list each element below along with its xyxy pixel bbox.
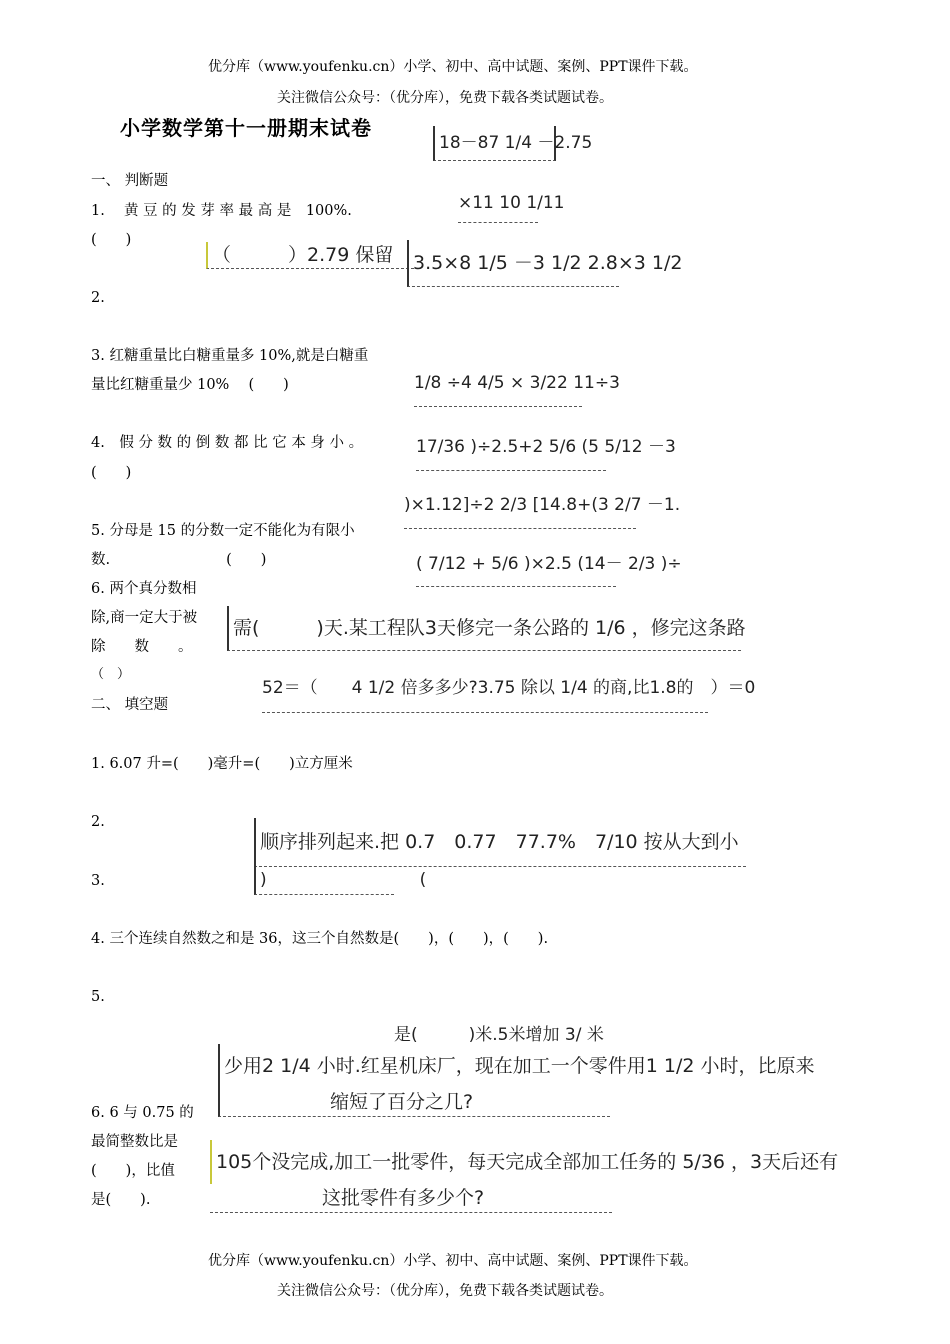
section-2-heading: 二、 填空题 <box>91 697 169 713</box>
judge-q5-text-2: 数. ( ) <box>91 552 267 568</box>
judge-q6-answer: （ ） <box>91 667 131 682</box>
fragment-machine-question: 缩短了百分之几? <box>218 1088 610 1117</box>
fill-q5-text: 5. <box>91 989 105 1005</box>
fragment-order-answer: ) ( <box>254 866 394 895</box>
fill-q6-text-4: 是( ). <box>91 1192 151 1208</box>
fragment-expression-3: 3.5×8 1/5 －3 1/2 2.8×3 1/2 <box>407 240 619 287</box>
fragment-expression-7: ( 7/12 + 5/6 )×2.5 (14－ 2/3 )÷ <box>416 542 616 587</box>
fragment-parts-question: 这批零件有多少个? <box>210 1184 612 1213</box>
page-title: 小学数学第十一册期末试卷 <box>120 116 372 140</box>
fragment-machine-problem: 少用2 1/4 小时.红星机床厂，现在加工一个零件用1 1/2 小时，比原来 <box>218 1044 768 1088</box>
judge-q3-text-1: 3. 红糖重量比白糖重量多 10%,就是白糖重 <box>91 348 369 364</box>
judge-q5-text-1: 5. 分母是 15 的分数一定不能化为有限小 <box>91 523 355 539</box>
fragment-road-problem: 需( )天.某工程队3天修完一条公路的 1/6 ，修完这条路 <box>227 606 741 651</box>
judge-q4-text: 4. 假 分 数 的 倒 数 都 比 它 本 身 小 。 <box>91 435 364 451</box>
header-line-2: 关注微信公众号：（优分库），免费下载各类试题试卷。 <box>277 90 613 106</box>
fragment-expression-2: ×11 10 1/11 <box>458 184 538 223</box>
fragment-parts-problem: 105个没完成,加工一批零件，每天完成全部加工任务的 5/36 ，3天后还有 <box>210 1140 802 1184</box>
fragment-expression-5: 17/36 )÷2.5+2 5/6 (5 5/12 －3 <box>416 424 606 471</box>
fill-q6-text-3: ( )，比值 <box>91 1163 175 1179</box>
fragment-equation-problem: 52＝（ 4 1/2 倍多多少?3.75 除以 1/4 的商,比1.8的 ）＝0 <box>262 668 708 713</box>
judge-q1-text: 1. 黄 豆 的 发 芽 率 最 高 是 100%. <box>91 203 352 219</box>
fill-q4-text: 4. 三个连续自然数之和是 36，这三个自然数是( )，( )，( ). <box>91 931 549 947</box>
fragment-expression-6: )×1.12]÷2 2/3 [14.8+(3 2/7 －1. <box>404 482 636 529</box>
fill-q6-text-2: 最简整数比是 <box>91 1134 178 1150</box>
judge-q4-answer: ( ) <box>91 465 132 481</box>
fragment-expression-4: 1/8 ÷4 4/5 × 3/22 11÷3 <box>414 360 582 407</box>
fill-q2-text: 2. <box>91 814 105 830</box>
fill-q6-text-1: 6. 6 与 0.75 的 <box>91 1105 194 1121</box>
judge-q1-answer: ( ) <box>91 232 132 248</box>
section-1-heading: 一、 判断题 <box>91 173 169 189</box>
judge-q6-text-1: 6. 两个真分数相 <box>91 581 197 597</box>
fragment-meter-problem: 是( )米.5米增加 3/ 米 <box>394 1025 604 1045</box>
judge-q2-text: 2. <box>91 290 105 306</box>
fill-q1-text: 1. 6.07 升=( )毫升=( )立方厘米 <box>91 756 353 772</box>
header-line-1: 优分库（www.youfenku.cn）小学、初中、高中试题、案例、PPT课件下载。 <box>208 59 698 75</box>
judge-q3-text-2: 量比红糖重量少 10% ( ) <box>91 377 289 393</box>
fragment-text-round: （ ）2.79 保留 <box>206 242 414 269</box>
footer-line-1: 优分库（www.youfenku.cn）小学、初中、高中试题、案例、PPT课件下载。 <box>208 1253 698 1269</box>
footer-line-2: 关注微信公众号：（优分库），免费下载各类试题试卷。 <box>277 1283 613 1299</box>
judge-q6-text-3: 除 数 。 <box>91 639 193 655</box>
fill-q3-text: 3. <box>91 873 105 889</box>
judge-q6-text-2: 除,商一定大于被 <box>91 610 198 626</box>
fragment-order-problem: 顺序排列起来.把 0.7 0.77 77.7% 7/10 按从大到小 <box>254 818 746 867</box>
fragment-expression-1: 18－87 1/4 －2.75 <box>433 126 556 161</box>
